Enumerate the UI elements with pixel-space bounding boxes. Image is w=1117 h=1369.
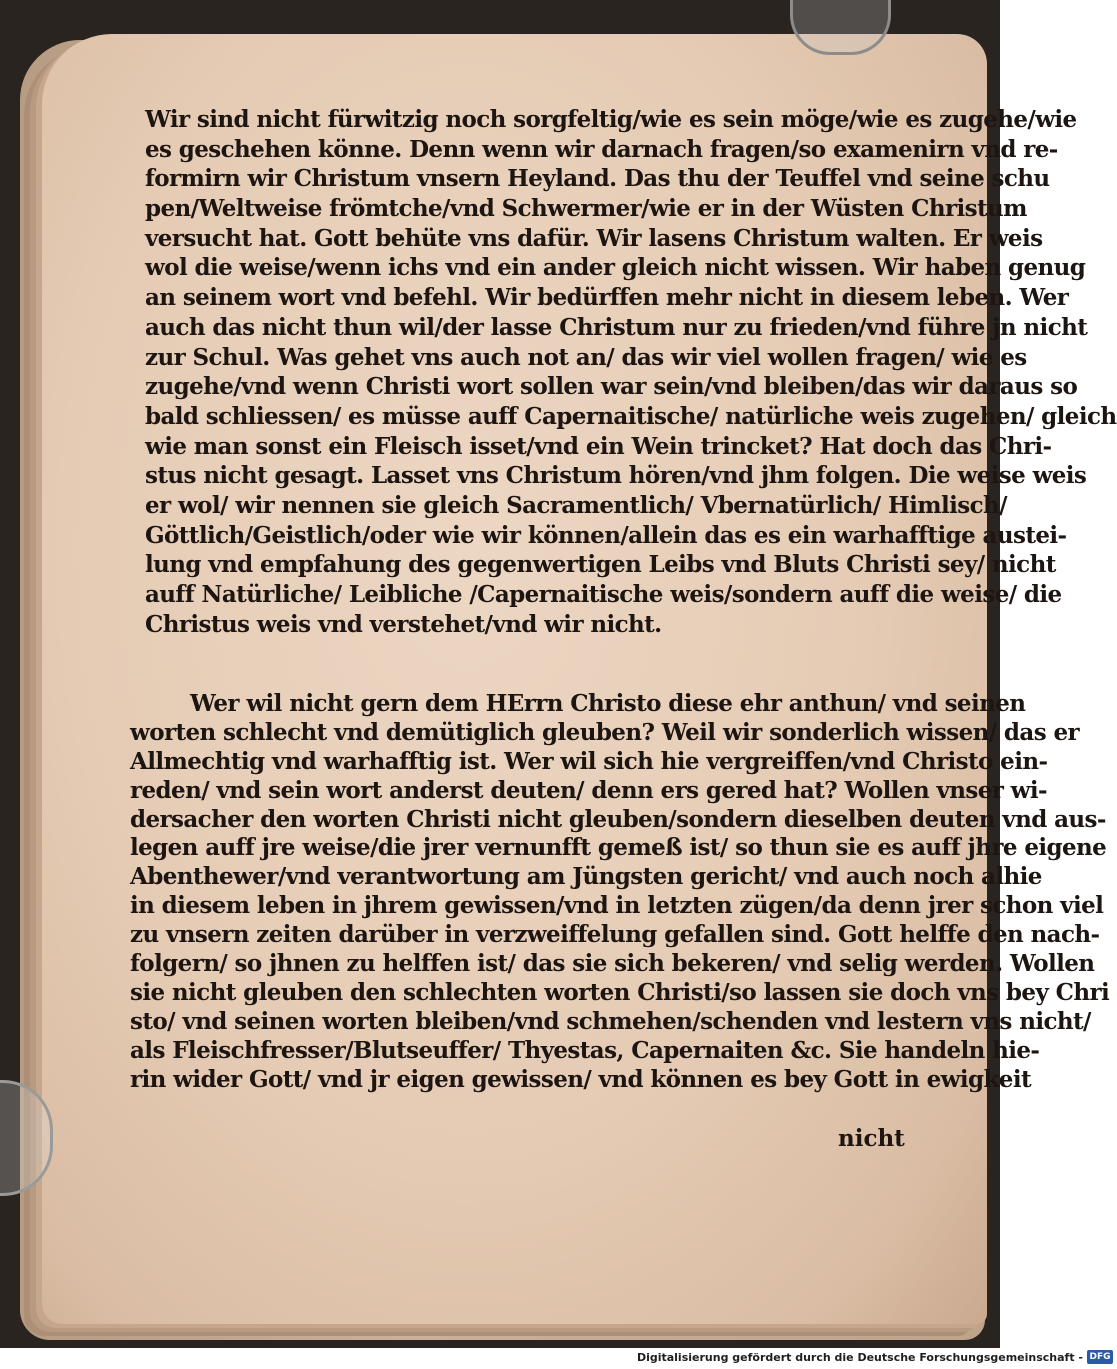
text-line: rin wider Gott/ vnd jr eigen gewissen/ vnd können es bey Gott in ewigkeit [130, 1065, 1031, 1093]
text-line: Allmechtig vnd warhafftig ist. Wer wil sich hie vergreiffen/vnd Christo ein- [130, 747, 1048, 775]
text-line: dersacher den worten Christi nicht gleuben/sondern dieselben deuten vnd aus- [130, 805, 1106, 833]
text-line: Christus weis vnd verstehet/vnd wir nicht. [145, 610, 662, 638]
text-line: auff Natürliche/ Leibliche /Capernaitische weis/sondern auff die weise/ die [145, 581, 1062, 608]
text-line: zu vnsern zeiten darüber in verzweiffelung gefallen sind. Gott helffe den nach- [130, 921, 1100, 949]
text-line: wie man sonst ein Fleisch isset/vnd ein Wein trincket? Hat doch das Chri- [145, 432, 1052, 460]
text-line: legen auff jre weise/die jrer vernunfft gemeß ist/ so thun sie es auff jhre eigene [130, 834, 1107, 862]
text-line: er wol/ wir nennen sie gleich Sacramentlich/ Vbernatürlich/ Himlisch/ [145, 491, 1007, 519]
text-line: zur Schul. Was gehet vns auch not an/ das wir viel wollen fragen/ wie es [145, 343, 1027, 371]
paragraph-1 [145, 105, 1117, 639]
text-line: als Fleischfresser/Blutseuffer/ Thyestas, Capernaiten &c. Sie handeln hie- [130, 1036, 1040, 1064]
text-line: auch das nicht thun wil/der lasse Christum nur zu frieden/vnd führe jn nicht [145, 313, 1088, 341]
text-line: es geschehen könne. Denn wenn wir darnach fragen/so examenirn vnd re- [145, 135, 1058, 163]
text-line: wol die weise/wenn ichs vnd ein ander gleich nicht wissen. Wir haben genug [145, 254, 1086, 282]
paragraph-2 [130, 690, 1110, 1094]
dfg-logo: DFG [1087, 1350, 1113, 1364]
text-line: pen/Weltweise frömtche/vnd Schwermer/wie er in der Wüsten Christum [145, 195, 1027, 223]
text-line: lung vnd empfahung des gegenwertigen Leibs vnd Bluts Christi sey/ nicht [145, 551, 1056, 579]
text-line: Wer wil nicht gern dem HErrn Christo diese ehr anthun/ vnd seinen [190, 690, 1026, 717]
text-line: bald schliessen/ es müsse auff Capernaitische/ natürliche weis zugehen/ gleich [145, 402, 1117, 430]
text-line: worten schlecht vnd demütiglich gleuben? Weil wir sonderlich wissen/ das er [130, 718, 1080, 746]
text-line: stus nicht gesagt. Lasset vns Christum hören/vnd jhm folgen. Die weise weis [145, 462, 1087, 490]
text-line: sto/ vnd seinen worten bleiben/vnd schmehen/schenden vnd lestern vns nicht/ [130, 1007, 1091, 1035]
text-line: zugehe/vnd wenn Christi wort sollen war sein/vnd bleiben/das wir daraus so [145, 373, 1078, 401]
text-line: folgern/ so jhnen zu helffen ist/ das sie sich bekeren/ vnd selig werden. Wollen [130, 950, 1095, 978]
footer-credit: Digitalisierung gefördert durch die Deutsche Forschungsgemeinschaft - [636, 1351, 1083, 1364]
text-line: in diesem leben in jhrem gewissen/vnd in letzten zügen/da denn jrer schon viel [130, 892, 1104, 920]
text-line: formirn wir Christum vnsern Heyland. Das thu der Teuffel vnd seine schu [145, 165, 1050, 193]
text-line: versucht hat. Gott behüte vns dafür. Wir lasens Christum walten. Er weis [145, 224, 1043, 252]
text-line: sie nicht gleuben den schlechten worten Christi/so lassen sie doch vns bey Chri [130, 978, 1110, 1006]
text-line: Wir sind nicht fürwitzig noch sorgfeltig/wie es sein möge/wie es zugehe/wie [145, 106, 1077, 133]
text-line: an seinem wort vnd befehl. Wir bedürffen mehr nicht in diesem leben. Wer [145, 284, 1069, 312]
text-line: Göttlich/Geistlich/oder wie wir können/allein das es ein warhafftige austei- [145, 521, 1067, 549]
text-line: Abenthewer/vnd verantwortung am Jüngsten gericht/ vnd auch noch alhie [130, 863, 1042, 891]
catchword: nicht [838, 1125, 905, 1152]
text-line: reden/ vnd sein wort anderst deuten/ denn ers gered hat? Wollen vnser wi- [130, 776, 1047, 804]
